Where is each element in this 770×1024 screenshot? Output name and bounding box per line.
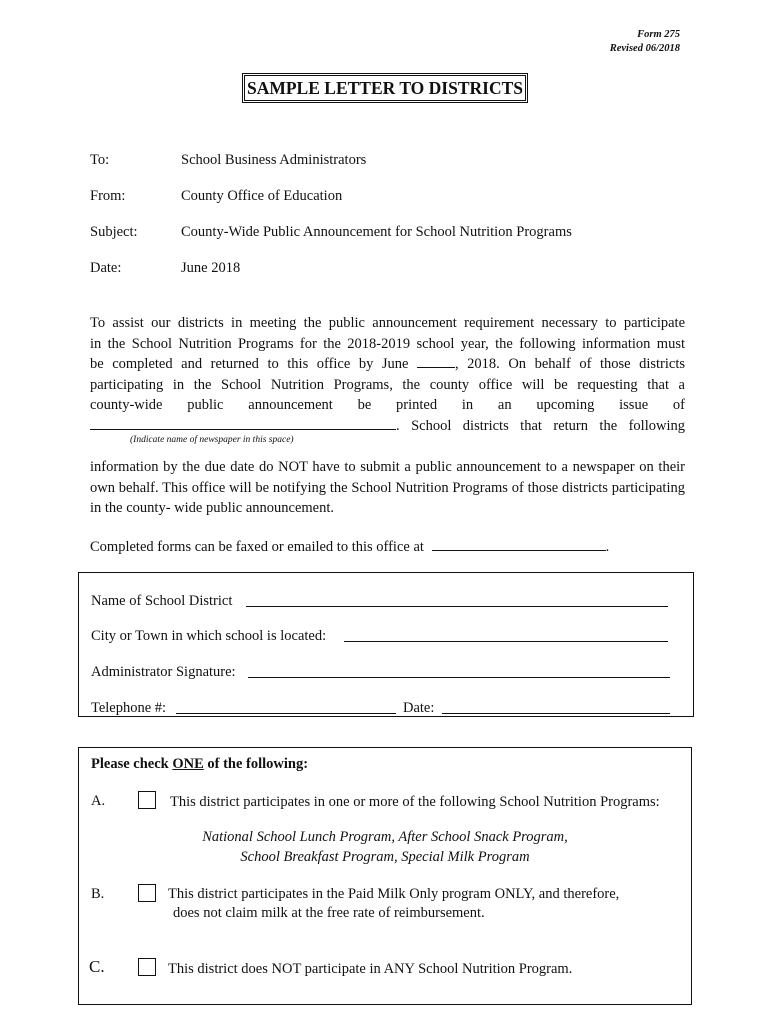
body-line-2: in the School Nutrition Programs for the 2018-2019 school year, the following information must — [90, 335, 685, 352]
options-heading-pre: Please check — [91, 756, 173, 772]
completed-forms-line — [90, 537, 685, 558]
body-paragraph-1 — [90, 313, 685, 436]
programs-line-2: School Breakfast Program, Special Milk Program — [240, 848, 530, 865]
from-label: From: — [90, 188, 126, 204]
options-heading — [91, 756, 308, 773]
option-c-checkbox[interactable] — [138, 958, 156, 976]
completed-forms-text: Completed forms can be faxed or emailed to this office at — [90, 539, 424, 555]
form-number — [610, 28, 680, 56]
page-title: SAMPLE LETTER TO DISTRICTS — [244, 75, 526, 101]
programs-list — [150, 828, 620, 867]
to-value: School Business Administrators — [181, 152, 367, 168]
newspaper-name-blank[interactable] — [90, 416, 396, 430]
options-heading-post: of the following: — [203, 756, 309, 772]
signature-label: Administrator Signature: — [91, 664, 236, 680]
body-line-1: To assist our districts in meeting the public announcement requirement necessary to participate — [90, 315, 685, 331]
signature-input[interactable] — [248, 677, 670, 678]
newspaper-note: (Indicate name of newspaper in this space) — [130, 435, 294, 445]
telephone-label: Telephone #: — [91, 700, 167, 716]
body-paragraph-2: information by the due date do NOT have to submit a public announcement to a newspaper on their own behalf. This office will be notifying the School Nutrition Programs of those districts participating in the county- wide public announcement. — [90, 459, 685, 516]
from-value: County Office of Education — [181, 188, 343, 204]
date-value: June 2018 — [181, 260, 241, 276]
form-number-text: Form 275 — [637, 29, 680, 40]
option-b-text-line-2: does not claim milk at the free rate of reimbursement. — [173, 905, 485, 921]
body-line-4: participating in the School Nutrition Programs, the county office will be requesting that a — [90, 376, 685, 393]
option-a-letter: A. — [91, 793, 106, 809]
body-line-6-post: . School districts that return the following — [396, 417, 685, 434]
district-input[interactable] — [246, 606, 668, 607]
telephone-input[interactable] — [176, 713, 396, 714]
box-date-label: Date: — [403, 700, 435, 716]
city-label: City or Town in which school is located: — [91, 628, 327, 644]
option-b-text-line-1: This district participates in the Paid Milk Only program ONLY, and therefore, — [168, 886, 620, 902]
option-b-text — [168, 885, 619, 923]
body-line-3 — [90, 354, 685, 375]
form-revised-text: Revised 06/2018 — [609, 43, 680, 54]
to-label: To: — [90, 152, 110, 168]
body-line-3-pre: be completed and returned to this office by June — [90, 356, 409, 372]
options-heading-emph: ONE — [172, 756, 204, 772]
contact-blank[interactable] — [432, 537, 606, 551]
option-c-letter: C. — [89, 957, 105, 976]
subject-value: County-Wide Public Announcement for School Nutrition Programs — [181, 224, 572, 240]
city-input[interactable] — [344, 641, 668, 642]
option-c-text: This district does NOT participate in ANY School Nutrition Program. — [168, 961, 573, 977]
subject-label: Subject: — [90, 224, 138, 240]
body-line-5: county-wide public announcement be printed in an upcoming issue of — [90, 397, 685, 413]
body-line-3-post: , 2018. On behalf of those districts — [455, 356, 686, 372]
date-label: Date: — [90, 260, 122, 276]
option-b-checkbox[interactable] — [138, 884, 156, 902]
return-date-blank[interactable] — [417, 354, 455, 368]
option-a-checkbox[interactable] — [138, 791, 156, 809]
option-b-letter: B. — [91, 886, 105, 902]
option-a-text: This district participates in one or more of the following School Nutrition Programs: — [170, 794, 660, 810]
body-line-6 — [90, 416, 685, 437]
programs-line-1: National School Lunch Program, After School Snack Program, — [202, 829, 568, 845]
box-date-input[interactable] — [442, 713, 670, 714]
district-label: Name of School District — [91, 593, 233, 609]
completed-forms-end: . — [605, 539, 610, 555]
